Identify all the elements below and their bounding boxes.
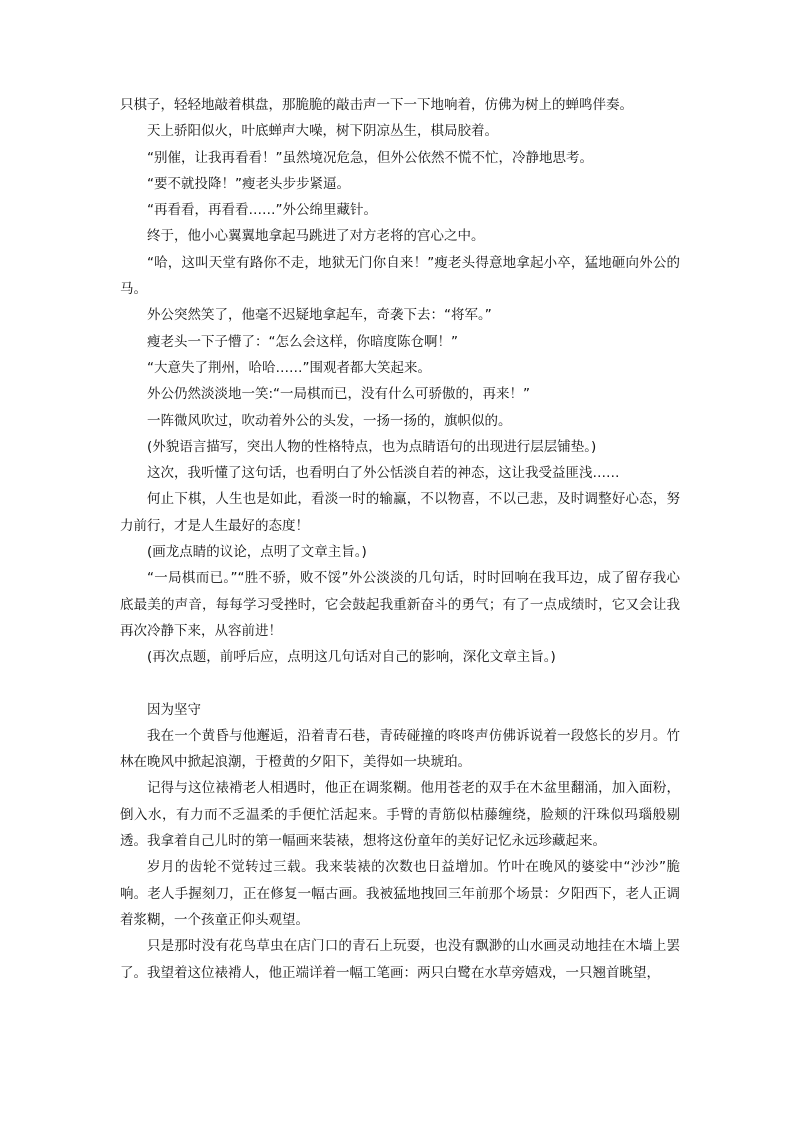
paragraph: (再次点题，前呼后应，点明这几句话对自己的影响，深化文章主旨。) (147, 649, 556, 666)
paragraph: (画龙点睛的议论，点明了文章主旨。) (147, 544, 367, 561)
paragraph: 外公突然笑了，他毫不迟疑地拿起车，奇袭下去：“将军。” (147, 307, 492, 324)
paragraph: “别催，让我再看看！”虽然境况危急，但外公依然不慌不忙，冷静地思考。 (147, 149, 593, 166)
paragraph: 终于，他小心翼翼地拿起马跳进了对方老将的宫心之中。 (147, 228, 485, 245)
paragraph: 岁月的齿轮不觉转过三载。我来装裱的次数也日益增加。竹叶在晚风的婆娑中“沙沙”脆响。老人手握刻刀，正在修复一幅古画。我被猛地拽回三年前那个场景：夕阳西下，老人正调着浆糊，一个孩童正仰头观望。 (120, 859, 680, 928)
paragraph: 这次，我听懂了这句话，也看明白了外公恬淡自若的神态，这让我受益匪浅…… (147, 465, 620, 482)
section-title: 因为坚守 (147, 701, 201, 718)
paragraph: 外公仍然淡淡地一笑:“一局棋而已，没有什么可骄傲的，再来！” (147, 386, 531, 403)
paragraph: 我在一个黄昏与他邂逅，沿着青石巷，青砖碰撞的咚咚声仿佛诉说着一段悠长的岁月。竹林在晚风中掀起浪潮，于橙黄的夕阳下，美得如一块琥珀。 (120, 727, 680, 771)
paragraph: 记得与这位裱褙老人相遇时，他正在调浆糊。他用苍老的双手在木盆里翻涌，加入面粉，倒入水，有力而不乏温柔的手便忙活起来。手臂的青筋似枯藤缠绕，脸颊的汗珠似玛瑙般剔透。我拿着自己儿时的第一幅画来装裱，想将这份童年的美好记忆永远珍藏起来。 (120, 780, 680, 850)
paragraph: 何止下棋，人生也是如此，看淡一时的输赢，不以物喜，不以己悲，及时调整好心态，努力前行，才是人生最好的态度！ (120, 491, 680, 534)
paragraph: 只是那时没有花鸟草虫在店门口的青石上玩耍，也没有飘渺的山水画灵动地挂在木墙上罢了。我望着这位裱褙人，他正端详着一幅工笔画：两只白鹭在水草旁嬉戏，一只翘首眺望， (120, 938, 680, 981)
blank-line (120, 671, 680, 697)
document-body (120, 92, 680, 986)
paragraph: “哈，这叫天堂有路你不走，地狱无门你自来！”瘦老头得意地拿起小卒，猛地砸向外公的马。 (120, 254, 680, 298)
paragraph: 瘦老头一下子懵了：“怎么会这样，你暗度陈仓啊！” (147, 333, 458, 350)
paragraph: 一阵微风吹过，吹动着外公的头发，一扬一扬的，旗帜似的。 (147, 412, 512, 429)
paragraph: “要不就投降！”瘦老头步步紧逼。 (147, 175, 350, 192)
paragraph: 天上骄阳似火，叶底蝉声大噪，树下阴凉丛生，棋局胶着。 (147, 123, 498, 140)
paragraph: “一局棋而已。”“胜不骄，败不馁”外公淡淡的几句话，时时回响在我耳边，成了留存我心底最美的声音，每每学习受挫时，它会鼓起我重新奋斗的勇气；有了一点成绩时，它又会让我再次冷静下来，从容前进！ (120, 570, 680, 639)
paragraph: (外貌语言描写，突出人物的性格特点，也为点睛语句的出现进行层层铺垫。) (147, 438, 597, 455)
paragraph: 只棋子，轻轻地敲着棋盘，那脆脆的敲击声一下一下地响着，仿佛为树上的蝉鸣伴奏。 (120, 97, 633, 113)
paragraph: “大意失了荆州，哈哈……”围观者都大笑起来。 (147, 359, 431, 376)
paragraph: “再看看，再看看……”外公绵里藏针。 (147, 202, 377, 219)
